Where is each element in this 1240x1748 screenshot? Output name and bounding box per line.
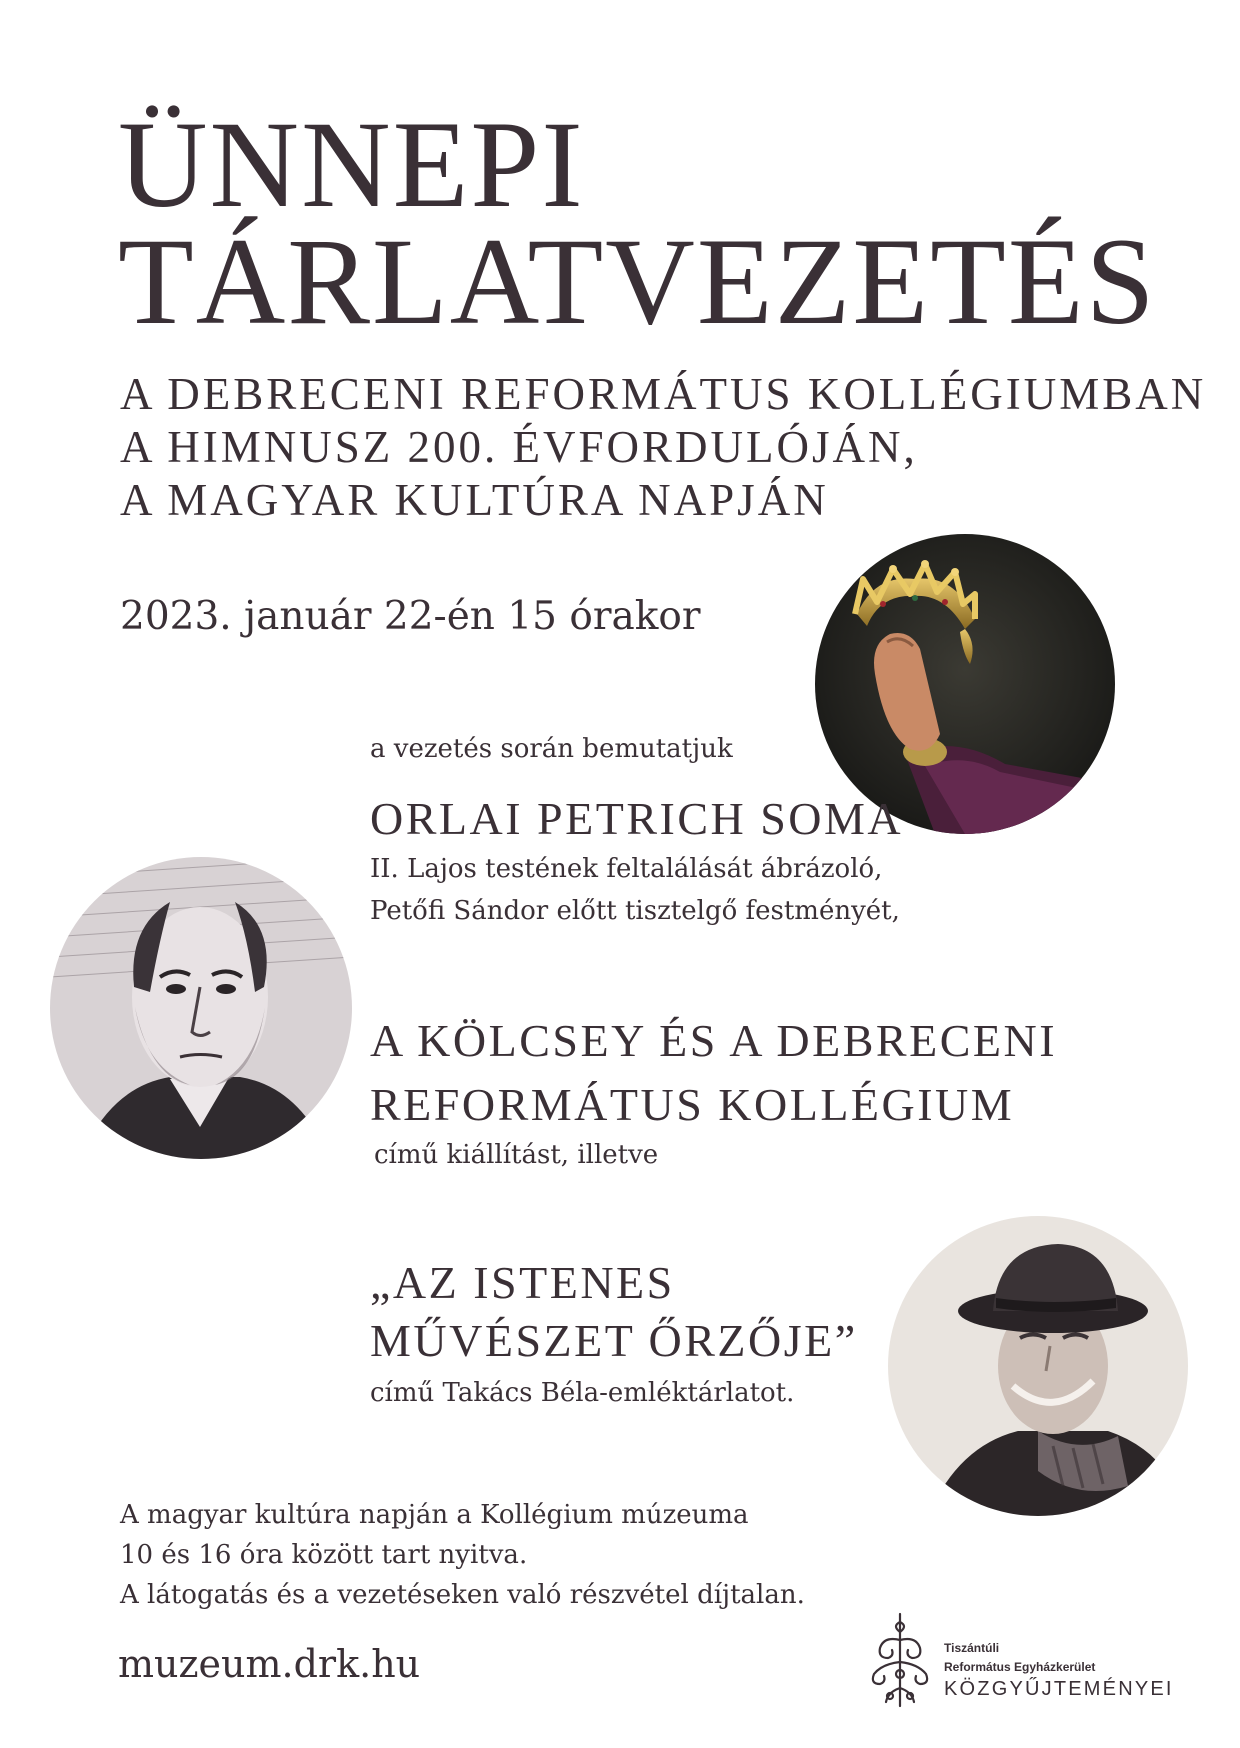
kolcsey-heading-line-1: A KÖLCSEY ÉS A DEBRECENI — [370, 1015, 1058, 1066]
subtitle-line-1: A DEBRECENI REFORMÁTUS KOLLÉGIUMBAN — [120, 369, 1207, 419]
kolcsey-portrait-image — [50, 857, 352, 1159]
istenes-heading-line-2: MŰVÉSZET ŐRZŐJE” — [370, 1315, 858, 1366]
intro-text: a vezetés során bemutatjuk — [370, 734, 733, 764]
takacs-bela-photo — [888, 1216, 1188, 1516]
orlai-description-line-1: II. Lajos testének feltalálását ábrázoló, — [370, 854, 883, 884]
poster-title-line-1: ÜNNEPI — [118, 96, 585, 233]
logo-line-1: Tiszántúli — [944, 1641, 1000, 1655]
kolcsey-heading-line-2: REFORMÁTUS KOLLÉGIUM — [370, 1079, 1015, 1130]
logo-line-3: KÖZGYŰJTEMÉNYEI — [944, 1678, 1174, 1700]
orlai-heading: ORLAI PETRICH SOMA — [370, 793, 904, 844]
event-date: 2023. január 22-én 15 órakor — [120, 594, 701, 639]
ornament-icon — [862, 1610, 938, 1710]
poster-title-line-2: TÁRLATVEZETÉS — [118, 213, 1157, 350]
institution-logo — [862, 1610, 1192, 1710]
website-url[interactable]: muzeum.drk.hu — [118, 1642, 421, 1686]
footer-line-1: A magyar kultúra napján a Kollégium múzeuma — [120, 1500, 749, 1530]
subtitle-line-3: A MAGYAR KULTÚRA NAPJÁN — [120, 475, 829, 525]
footer-line-3: A látogatás és a vezetéseken való részvétel díjtalan. — [120, 1580, 805, 1610]
subtitle-line-2: A HIMNUSZ 200. ÉVFORDULÓJÁN, — [120, 422, 918, 472]
kolcsey-description: című kiállítást, illetve — [374, 1140, 659, 1170]
istenes-description: című Takács Béla-emléktárlatot. — [370, 1378, 795, 1408]
crown-painting-image — [815, 534, 1115, 834]
logo-line-2: Református Egyházkerület — [944, 1660, 1096, 1674]
footer-line-2: 10 és 16 óra között tart nyitva. — [120, 1540, 528, 1570]
istenes-heading-line-1: „AZ ISTENES — [370, 1257, 675, 1308]
orlai-description-line-2: Petőfi Sándor előtt tisztelgő festményét, — [370, 896, 900, 926]
